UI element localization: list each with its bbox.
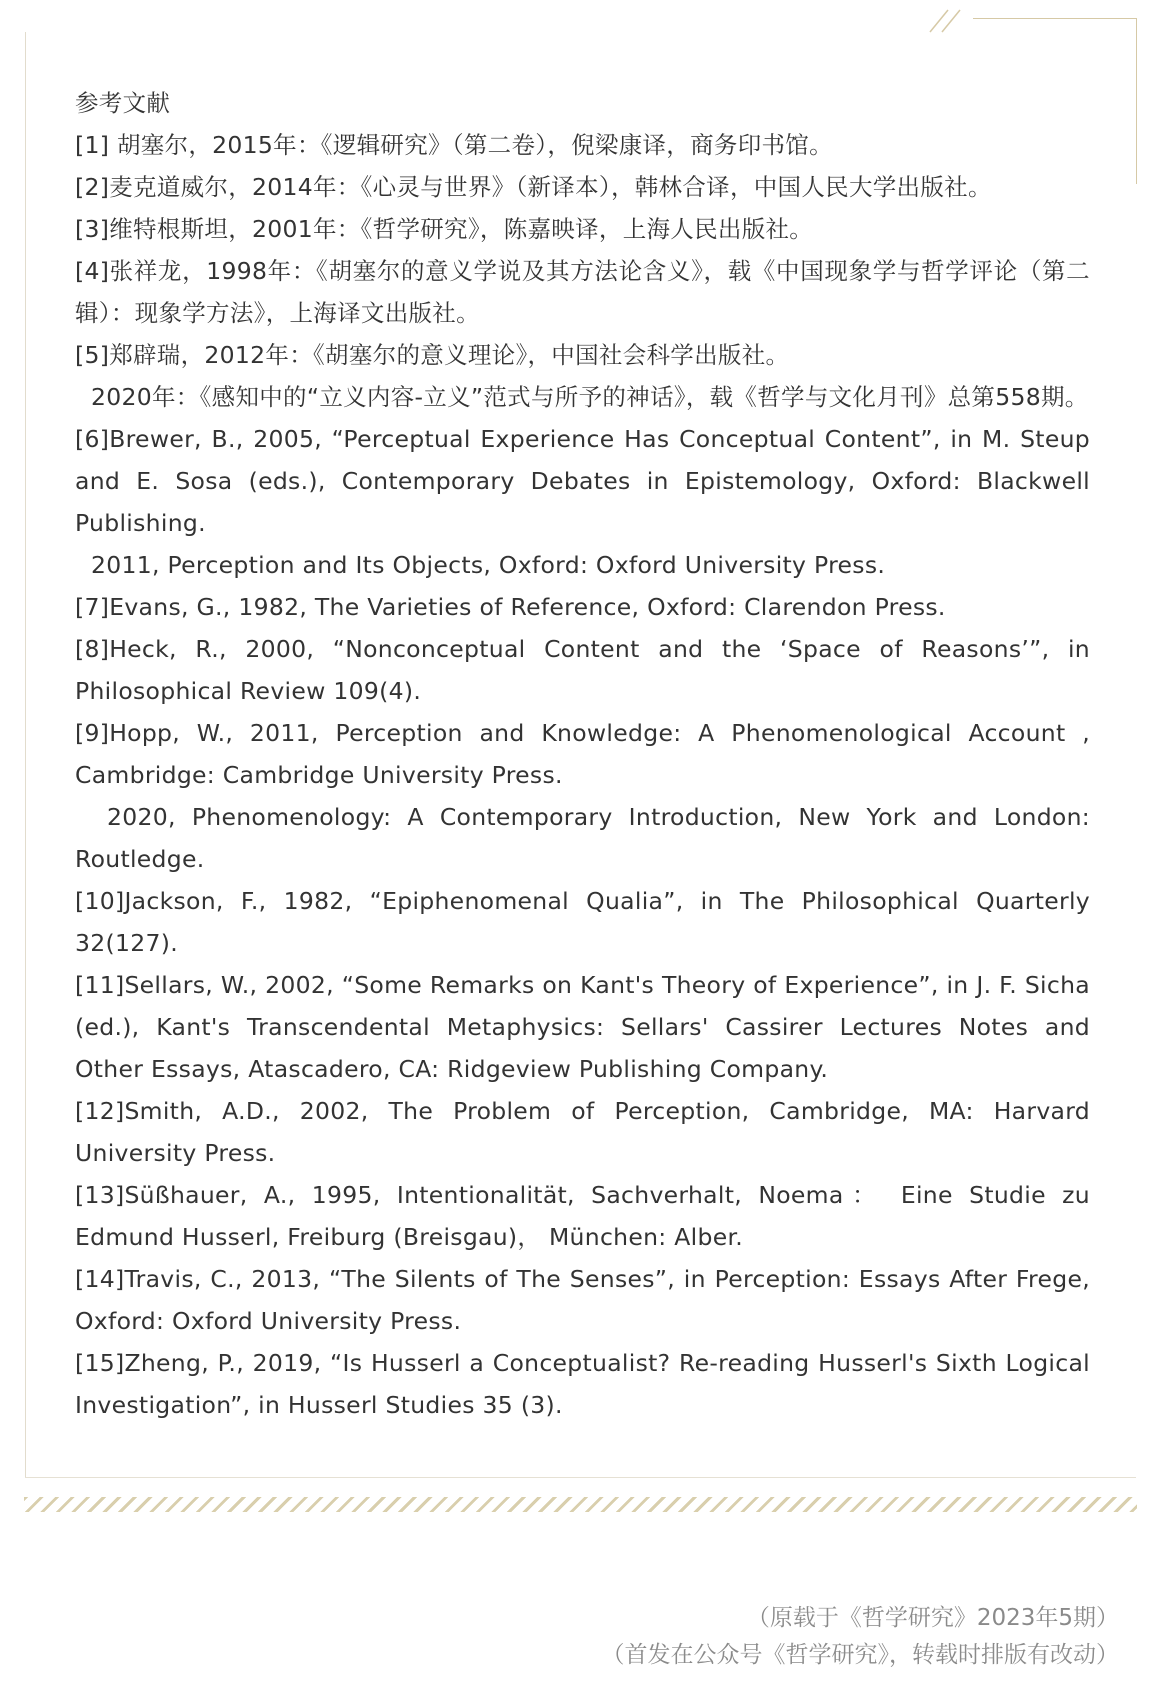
reference-entry: [5]郑辟瑞，2012年：《胡塞尔的意义理论》，中国社会科学出版社。 — [75, 341, 790, 369]
reference-entry: [8]Heck, R., 2000, “Nonconceptual Content and the ‘Space of Reasons’”, in Philosophical Review 109(4). — [75, 635, 1090, 705]
reference-entry-continuation: 2011, Perception and Its Objects, Oxford: Oxford University Press. — [91, 551, 886, 579]
reference-entry: [10]Jackson, F., 1982, “Epiphenomenal Qualia”, in The Philosophical Quarterly 32(127). — [75, 887, 1090, 957]
reference-entry: [13]Süßhauer, A., 1995, Intentionalität, Sachverhalt, Noema： Eine Studie zu Edmund Husserl, Freiburg (Breisgau)， München: Alber. — [75, 1181, 1090, 1251]
references-section — [75, 82, 1090, 1426]
decorative-frame-bottom-line — [25, 1477, 1136, 1478]
reference-entry: [11]Sellars, W., 2002, “Some Remarks on Kant's Theory of Experience”, in J. F. Sicha (ed.), Kant's Transcendental Metaphysics: Sellars' Cassirer Lectures Notes and Other Essays, Atascadero, CA: Ridgeview Publishing Company. — [75, 971, 1090, 1083]
reference-entry: [6]Brewer, B., 2005, “Perceptual Experience Has Conceptual Content”, in M. Steup and E. Sosa (eds.), Contemporary Debates in Epistemology, Oxford: Blackwell Publishing. — [75, 425, 1090, 537]
source-footer — [602, 1600, 1120, 1674]
decorative-slash-icon — [928, 6, 968, 36]
reference-entry-continuation: 2020, Phenomenology: A Contemporary Introduction, New York and London: Routledge. — [75, 803, 1090, 873]
decorative-frame-left-line — [25, 32, 26, 1478]
reference-entry: [4]张祥龙，1998年：《胡塞尔的意义学说及其方法论含义》，载《中国现象学与哲学评论（第二辑）：现象学方法》，上海译文出版社。 — [75, 257, 1090, 327]
decorative-frame-right-line — [1136, 18, 1137, 184]
decorative-hatch-divider — [24, 1497, 1137, 1512]
reference-entry: [12]Smith, A.D., 2002, The Problem of Perception, Cambridge, MA: Harvard University Press. — [75, 1097, 1090, 1167]
reference-entry: [7]Evans, G., 1982, The Varieties of Reference, Oxford: Clarendon Press. — [75, 593, 946, 621]
reference-entry: [1] 胡塞尔，2015年：《逻辑研究》（第二卷），倪梁康译，商务印书馆。 — [75, 131, 833, 159]
references-heading: 参考文献 — [75, 89, 171, 117]
reference-entry: [9]Hopp, W., 2011, Perception and Knowledge: A Phenomenological Account , Cambridge: Cambridge University Press. — [75, 719, 1090, 789]
reference-entry: [15]Zheng, P., 2019, “Is Husserl a Conceptualist? Re-reading Husserl's Sixth Logical Investigation”, in Husserl Studies 35 (3). — [75, 1349, 1090, 1419]
reprint-note: （首发在公众号《哲学研究》，转载时排版有改动） — [601, 1642, 1119, 1668]
reference-entry-continuation: 2020年：《感知中的“立义内容-立义”范式与所予的神话》，载《哲学与文化月刊》总第558期。 — [91, 383, 1089, 411]
reference-entry: [2]麦克道威尔，2014年：《心灵与世界》（新译本），韩林合译，中国人民大学出版社。 — [75, 173, 992, 201]
reference-entry: [3]维特根斯坦，2001年：《哲学研究》，陈嘉映译，上海人民出版社。 — [75, 215, 814, 243]
reference-entry: [14]Travis, C., 2013, “The Silents of The Senses”, in Perception: Essays After Frege, Oxford: Oxford University Press. — [75, 1265, 1090, 1335]
source-line: （原载于《哲学研究》2023年5期） — [746, 1605, 1119, 1631]
decorative-frame-top-line — [973, 18, 1137, 19]
